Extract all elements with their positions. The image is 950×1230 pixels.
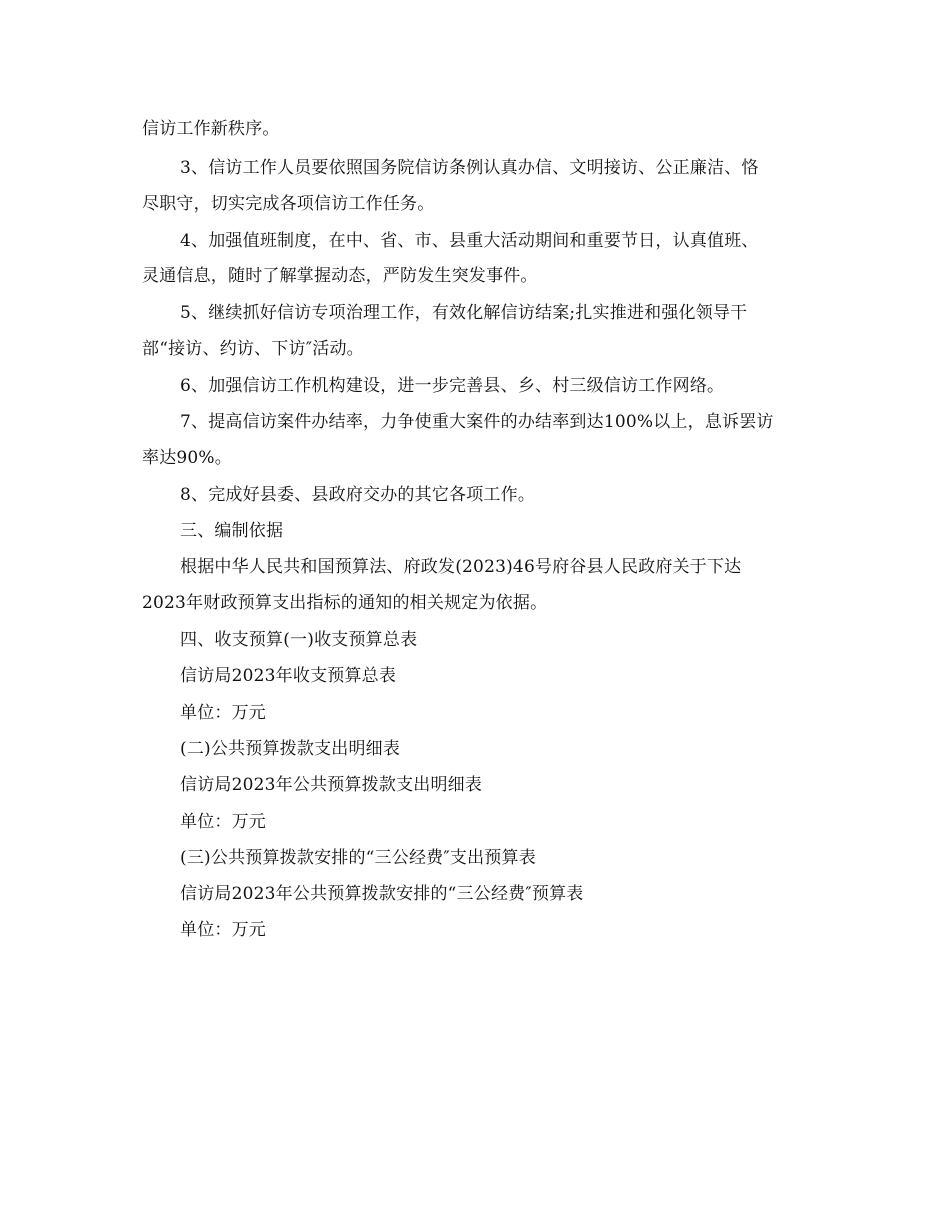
table-title-2: 信访局2023年公共预算拨款支出明细表 [180,775,483,795]
basis-line-2: 2023年财政预算支出指标的通知的相关规定为依据。 [142,593,548,613]
paragraph-continuation-line: 信访工作新秩序。 [142,119,280,139]
item-4-line-1: 4、加强值班制度，在中、省、市、县重大活动期间和重要节日，认真值班、 [180,231,759,251]
item-3-line-1: 3、信访工作人员要依照国务院信访条例认真办信、文明接访、公正廉洁、恪 [180,158,759,178]
basis-line-1: 根据中华人民共和国预算法、府政发(2023)46号府谷县人民政府关于下达 [180,557,742,577]
unit-label-3: 单位：万元 [180,920,266,940]
item-7-line-2: 率达90%。 [142,448,232,468]
unit-label-1: 单位：万元 [180,703,266,723]
table-title-1: 信访局2023年收支预算总表 [180,666,397,686]
item-4-line-2: 灵通信息，随时了解掌握动态，严防发生突发事件。 [142,266,538,286]
item-8-line: 8、完成好县委、县政府交办的其它各项工作。 [180,485,536,505]
section-heading-budget: 四、收支预算(一)收支预算总表 [180,630,418,650]
item-5-line-1: 5、继续抓好信访专项治理工作，有效化解信访结案;扎实推进和强化领导干 [180,303,748,323]
subsection-heading-3: (三)公共预算拨款安排的“三公经费″支出预算表 [180,848,536,868]
item-5-line-2: 部“接访、约访、下访″活动。 [142,339,364,359]
subsection-heading-2: (二)公共预算拨款支出明细表 [180,739,401,759]
item-7-line-1: 7、提高信访案件办结率，力争使重大案件的办结率到达100%以上，息诉罢访 [180,412,774,432]
item-3-line-2: 尽职守，切实完成各项信访工作任务。 [142,194,435,214]
unit-label-2: 单位：万元 [180,812,266,832]
section-heading-basis: 三、编制依据 [180,521,284,541]
table-title-3: 信访局2023年公共预算拨款安排的“三公经费″预算表 [180,884,584,904]
item-6-line: 6、加强信访工作机构建设，进一步完善县、乡、村三级信访工作网络。 [180,376,725,396]
